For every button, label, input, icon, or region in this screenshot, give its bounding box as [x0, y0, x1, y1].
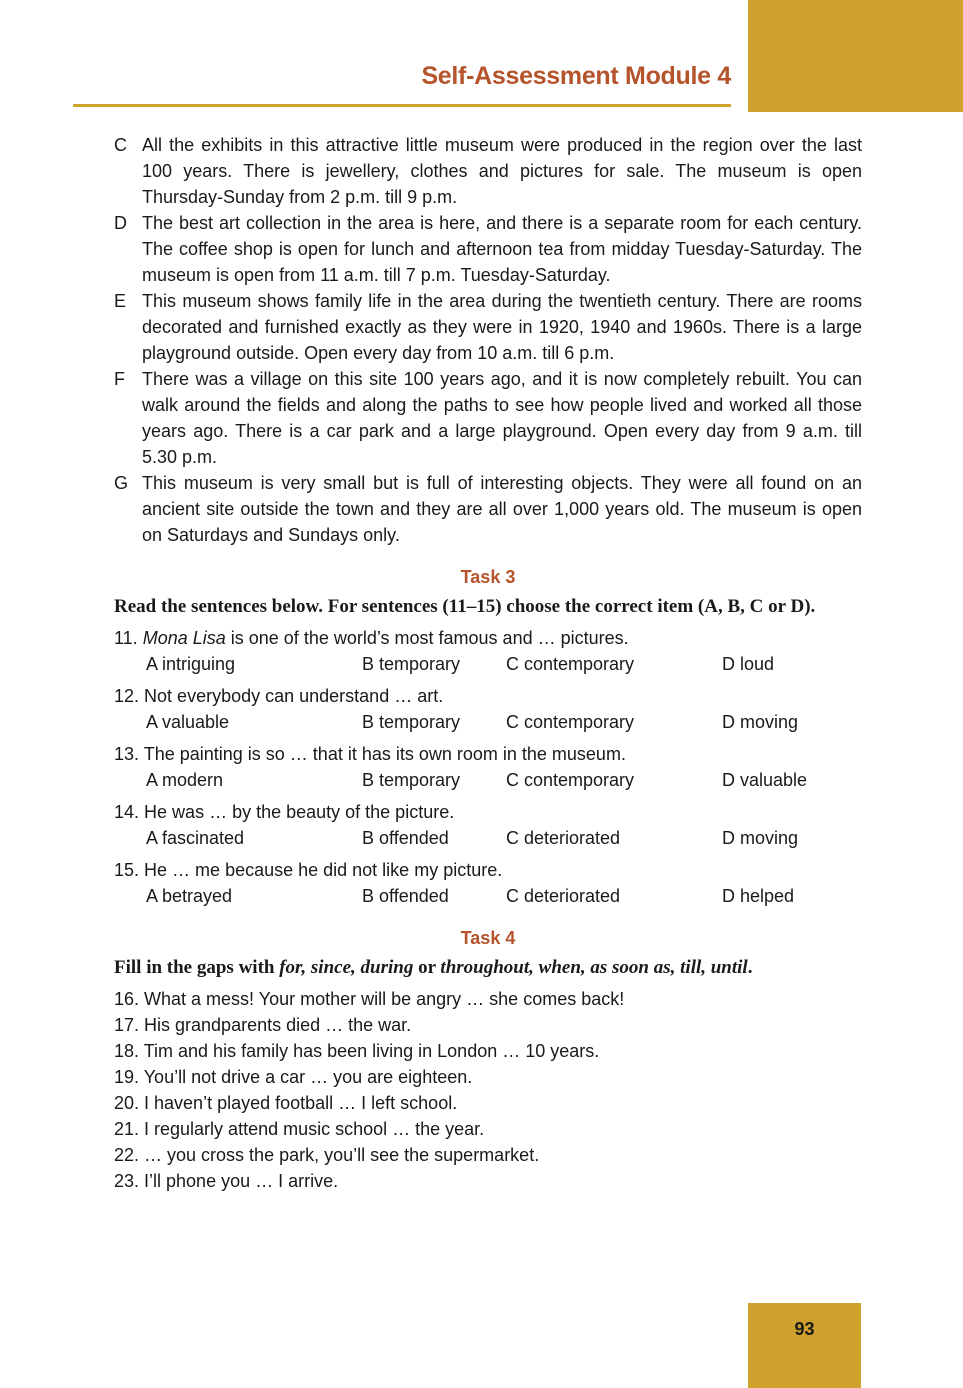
museum-entry-d: [114, 210, 862, 288]
entry-text: This museum is very small but is full of interesting objects. They were all found on an ancient site outside the town and they are all over 1,000 years old. The museum is open on Saturdays and Sundays only.: [142, 473, 862, 545]
option-b: B offended: [362, 828, 449, 848]
task4-heading: Task 4: [460, 928, 516, 948]
question-15: [114, 857, 862, 909]
question-number: 15.: [114, 860, 140, 880]
option-a: A betrayed: [146, 886, 233, 906]
question-number: 12.: [114, 686, 140, 706]
option-c: C contemporary: [506, 770, 635, 790]
museum-entry-g: [114, 470, 862, 548]
option-b: B temporary: [362, 712, 461, 732]
entry-letter: D: [114, 213, 127, 233]
question-number: 11.: [114, 628, 138, 648]
option-d: D moving: [722, 828, 799, 848]
option-a: A valuable: [146, 712, 230, 732]
option-c: C deteriorated: [506, 886, 621, 906]
gap-sentence-20: 20. I haven’t played football … I left school.: [114, 1093, 458, 1113]
header-rule: [73, 104, 731, 107]
task4-instruction-words2: throughout, when, as soon as, till, until: [440, 957, 748, 978]
entry-text: This museum shows family life in the area during the twentieth century. There are rooms decorated and furnished exactly as they were in 1920, 1940 and 1960s. There is a large playground outside. Open every day from 10 a.m. till 6 p.m.: [142, 291, 862, 363]
option-b: B temporary: [362, 770, 461, 790]
entry-letter: C: [114, 135, 127, 155]
entry-text: All the exhibits in this attractive little museum were produced in the region over the last 100 years. There is jewellery, clothes and pictures for sale. The museum is open Thursday-Sunday from 2 p.m. till 9 p.m.: [142, 135, 862, 207]
entry-letter: G: [114, 473, 129, 493]
gap-sentence-22: 22. … you cross the park, you’ll see the supermarket.: [114, 1145, 540, 1165]
task3-instruction: Read the sentences below. For sentences (11–15) choose the correct item (A, B, C or D).: [114, 596, 816, 617]
header-corner-block: [748, 0, 963, 112]
page-number: 93: [794, 1319, 815, 1339]
gap-sentence-18: 18. Tim and his family has been living in London … 10 years.: [114, 1041, 600, 1061]
question-text: Not everybody can understand … art.: [144, 686, 444, 706]
option-a: A fascinated: [146, 828, 245, 848]
option-d: D moving: [722, 712, 799, 732]
question-11: [114, 625, 862, 677]
question-text: He … me because he did not like my picture.: [144, 860, 503, 880]
museum-entry-e: [114, 288, 862, 366]
option-a: A intriguing: [146, 654, 236, 674]
question-14: [114, 799, 862, 851]
task4-instruction-words1: for, since, during: [279, 957, 414, 978]
question-text: He was … by the beauty of the picture.: [144, 802, 455, 822]
question-12: [114, 683, 862, 735]
question-number: 14.: [114, 802, 140, 822]
page-content: [114, 132, 862, 1194]
task4-instruction-or: or: [413, 957, 441, 978]
gap-sentence-17: 17. His grandparents died … the war.: [114, 1015, 412, 1035]
option-d: D loud: [722, 654, 775, 674]
entry-text: The best art collection in the area is here, and there is a separate room for each century. The coffee shop is open for lunch and afternoon tea from midday Tuesday-Saturday. The museum is open from 11 a.m. till 7 p.m. Tuesday-Saturday.: [142, 213, 862, 285]
entry-letter: F: [114, 369, 125, 389]
page-title: Self-Assessment Module 4: [421, 62, 731, 90]
option-a: A modern: [146, 770, 224, 790]
option-b: B offended: [362, 886, 449, 906]
question-13: [114, 741, 862, 793]
gap-sentence-19: 19. You’ll not drive a car … you are eighteen.: [114, 1067, 473, 1087]
task4-instruction: [114, 955, 862, 980]
task4-instruction-end: .: [747, 957, 753, 978]
gap-sentence-21: 21. I regularly attend music school … the year.: [114, 1119, 485, 1139]
option-d: D helped: [722, 886, 795, 906]
option-d: D valuable: [722, 770, 808, 790]
page-number-box: [748, 1303, 861, 1388]
question-number: 13.: [114, 744, 140, 764]
museum-entry-c: [114, 132, 862, 210]
gap-sentence-23: 23. I’ll phone you … I arrive.: [114, 1171, 339, 1191]
entry-letter: E: [114, 291, 127, 311]
question-text: The painting is so … that it has its own room in the museum.: [143, 744, 626, 764]
option-c: C contemporary: [506, 654, 635, 674]
option-c: C deteriorated: [506, 828, 621, 848]
task3-heading: Task 3: [460, 567, 516, 587]
entry-text: There was a village on this site 100 years ago, and it is now completely rebuilt. You can walk around the fields and along the paths to see how people lived and worked all those years ago. There is a car park and a large playground. Open every day from 9 a.m. till 5.30 p.m.: [142, 369, 862, 467]
option-b: B temporary: [362, 654, 461, 674]
question-text: is one of the world’s most famous and … pictures.: [225, 628, 629, 648]
task4-instruction-prefix: Fill in the gaps with: [114, 957, 280, 978]
question-italic-title: Mona Lisa: [142, 628, 226, 648]
option-c: C contemporary: [506, 712, 635, 732]
museum-entry-f: [114, 366, 862, 470]
gap-sentence-16: 16. What a mess! Your mother will be angry … she comes back!: [114, 989, 625, 1009]
